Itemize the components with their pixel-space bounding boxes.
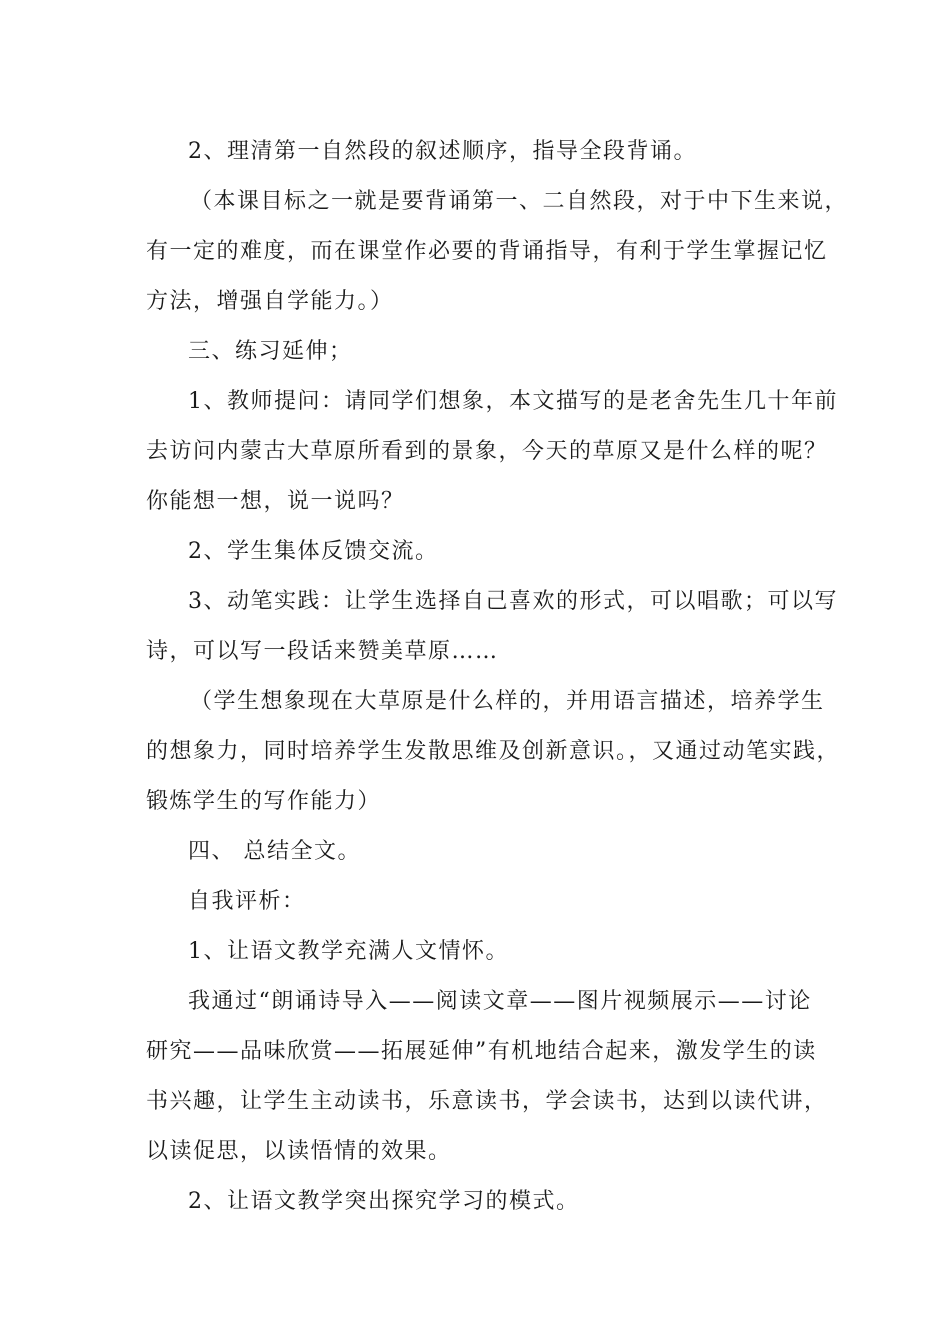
paragraph-line: （本课目标之一就是要背诵第一、二自然段，对于中下生来说， <box>190 189 849 214</box>
paragraph-line: 方法，增强自学能力。） <box>146 289 394 314</box>
paragraph-line: 的想象力，同时培养学生发散思维及创新意识。，又通过动笔实践， <box>146 739 841 764</box>
paragraph-line: 书兴趣，让学生主动读书，乐意读书，学会读书，达到以读代讲， <box>146 1089 828 1114</box>
paragraph-line: 以读促思，以读悟情的效果。 <box>146 1139 452 1164</box>
paragraph-line: 1、教师提问：请同学们想象，本文描写的是老舍先生几十年前 <box>188 389 838 414</box>
paragraph-line: 2、理清第一自然段的叙述顺序，指导全段背诵。 <box>188 139 697 164</box>
section-heading: 四、 总结全文。 <box>188 839 361 864</box>
paragraph-line: 去访问内蒙古大草原所看到的景象，今天的草原又是什么样的呢？ <box>146 439 828 464</box>
paragraph-line: 诗，可以写一段话来赞美草原…… <box>146 639 499 664</box>
paragraph-line: 3、动笔实践：让学生选择自己喜欢的形式，可以唱歌；可以写 <box>188 589 838 614</box>
paragraph-line: 有一定的难度，而在课堂作必要的背诵指导，有利于学生掌握记忆 <box>146 239 828 264</box>
paragraph-line: 2、让语文教学突出探究学习的模式。 <box>188 1189 580 1214</box>
paragraph-line: 你能想一想，说一说吗？ <box>146 489 405 514</box>
paragraph-line: 2、学生集体反馈交流。 <box>188 539 439 564</box>
paragraph-line: 我通过“朗诵诗导入——阅读文章——图片视频展示——讨论 <box>188 989 812 1014</box>
section-heading: 自我评析： <box>188 889 306 914</box>
paragraph-line: 锻炼学生的写作能力） <box>146 789 382 814</box>
paragraph-line: 研究——品味欣赏——拓展延伸”有机地结合起来，激发学生的读 <box>146 1039 817 1064</box>
paragraph-line: 1、让语文教学充满人文情怀。 <box>188 939 509 964</box>
section-heading: 三、练习延伸； <box>188 339 353 364</box>
paragraph-line: （学生想象现在大草原是什么样的，并用语言描述，培养学生 <box>190 689 825 714</box>
